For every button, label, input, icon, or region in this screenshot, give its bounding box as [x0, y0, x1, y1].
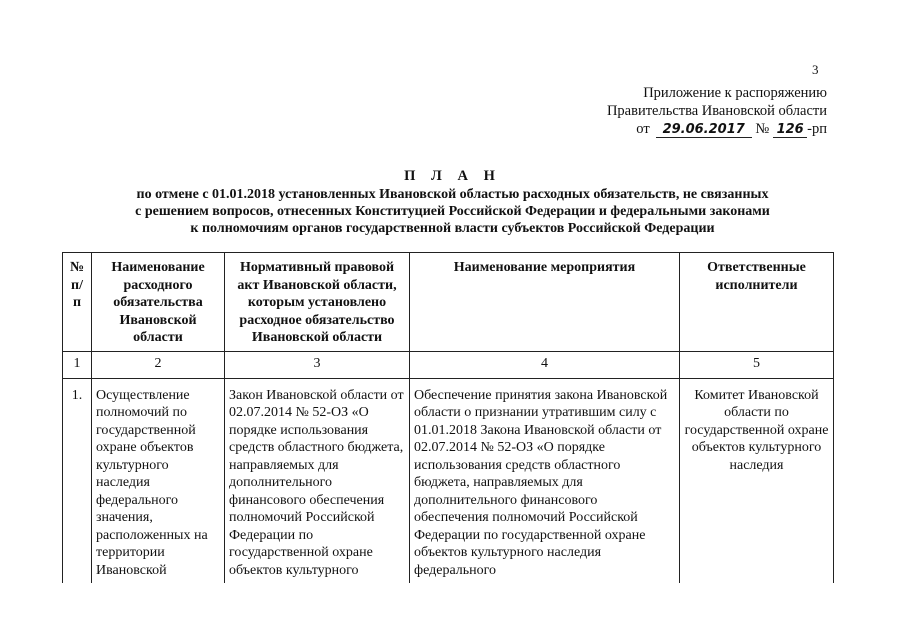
handwritten-date: 29.06.2017	[656, 122, 752, 138]
table-row	[63, 378, 834, 583]
column-number: 1	[63, 351, 92, 378]
plan-title: П Л А Н	[404, 168, 501, 184]
page-number: 3	[812, 62, 819, 77]
column-number: 5	[680, 351, 834, 378]
column-number: 2	[92, 351, 225, 378]
number-prefix: №	[755, 121, 770, 137]
column-number-row	[63, 351, 834, 378]
column-number: 4	[410, 351, 680, 378]
appendix-line-2: Правительства Ивановской области	[606, 103, 827, 119]
heading-line-2: с решением вопросов, отнесенных Конституцией Российской Федерации и федеральными законами	[135, 204, 770, 219]
date-prefix: от	[636, 121, 650, 137]
heading-line-3: к полномочиям органов государственной власти субъектов Российской Федерации	[190, 221, 715, 236]
header-legal-act: Нормативный правовой акт Ивановской области, которым установлено расходное обязательство Ивановской области	[225, 253, 410, 352]
row-executor: Комитет Ивановской области по государственной охране объектов культурного наследия	[680, 378, 834, 583]
number-suffix: -рп	[807, 121, 827, 137]
row-legal-act: Закон Ивановской области от 02.07.2014 № 52-ОЗ «О порядке использования средств областного бюджета, направляемых для дополнительного финансового обеспечения полномочий Российской Федерации по государственной охране объектов культурного	[225, 378, 410, 583]
appendix-line-1: Приложение к распоряжению	[643, 85, 827, 101]
heading-line-1: по отмене с 01.01.2018 установленных Ивановской областью расходных обязательств, не связанных	[136, 187, 769, 202]
row-obligation: Осуществление полномочий по государственной охране объектов культурного наследия федерального значения, расположенных на территории Ивановской	[92, 378, 225, 583]
plan-table	[62, 252, 834, 583]
header-executor: Ответственные исполнители	[680, 253, 834, 352]
header-obligation: Наименование расходного обязательства Ивановской области	[92, 253, 225, 352]
appendix-block	[487, 84, 827, 138]
header-number: № п/п	[63, 253, 92, 352]
header-measure: Наименование мероприятия	[410, 253, 680, 352]
row-number: 1.	[63, 378, 92, 583]
handwritten-number: 126	[773, 122, 807, 138]
column-number: 3	[225, 351, 410, 378]
table-header-row	[63, 253, 834, 352]
appendix-date-line	[487, 120, 827, 138]
document-heading	[60, 168, 845, 237]
row-measure: Обеспечение принятия закона Ивановской области о признании утратившим силу с 01.01.2018 Закона Ивановской области от 02.07.2014 № 52-ОЗ «О порядке использования средств областного бюджета, направляемых для дополнительного финансового обеспечения полномочий Российской Федерации по государственной охране объектов культурного наследия федерального	[410, 378, 680, 583]
